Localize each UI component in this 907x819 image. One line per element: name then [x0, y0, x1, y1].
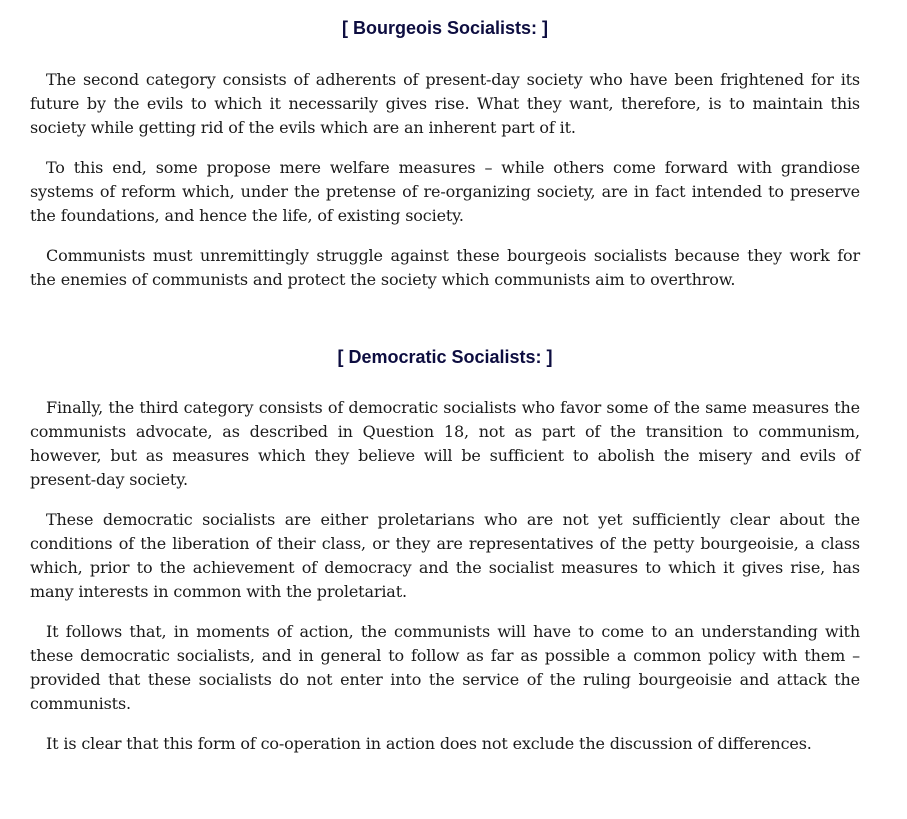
- document-page: [30, 0, 860, 772]
- paragraph: These democratic socialists are either proletarians who are not yet sufficiently clear about the conditions of the liberation of their class, or they are representatives of the petty bourgeoisie, a class which, prior to the achievement of democracy and the socialist measures to which it gives rise, has many interests in common with the proletariat.: [30, 510, 860, 601]
- paragraph: Communists must unremittingly struggle against these bourgeois socialists because they work for the enemies of communists and protect the society which communists aim to overthrow.: [30, 246, 860, 289]
- paragraph: To this end, some propose mere welfare measures – while others come forward with grandiose systems of reform which, under the pretense of re-organizing society, are in fact intended to preserve the foundations, and hence the life, of existing society.: [30, 158, 860, 225]
- paragraph: The second category consists of adherents of present-day society who have been frightened for its future by the evils to which it necessarily gives rise. What they want, therefore, is to maintain this society while getting rid of the evils which are an inherent part of it.: [30, 70, 860, 137]
- section-heading-bourgeois-socialists: [ Bourgeois Socialists: ]: [341, 18, 549, 38]
- paragraph: Finally, the third category consists of democratic socialists who favor some of the same measures the communists advocate, as described in Question 18, not as part of the transition to communism, however, but as measures which they believe will be sufficient to abolish the misery and evils of present-day society.: [30, 398, 860, 489]
- paragraph: It is clear that this form of co-operation in action does not exclude the discussion of differences.: [46, 734, 812, 753]
- section-heading-democratic-socialists: [ Democratic Socialists: ]: [337, 347, 553, 367]
- paragraph: It follows that, in moments of action, the communists will have to come to an understanding with these democratic socialists, and in general to follow as far as possible a common policy with them – provided that these socialists do not enter into the service of the ruling bourgeoisie and attack the communists.: [30, 622, 860, 713]
